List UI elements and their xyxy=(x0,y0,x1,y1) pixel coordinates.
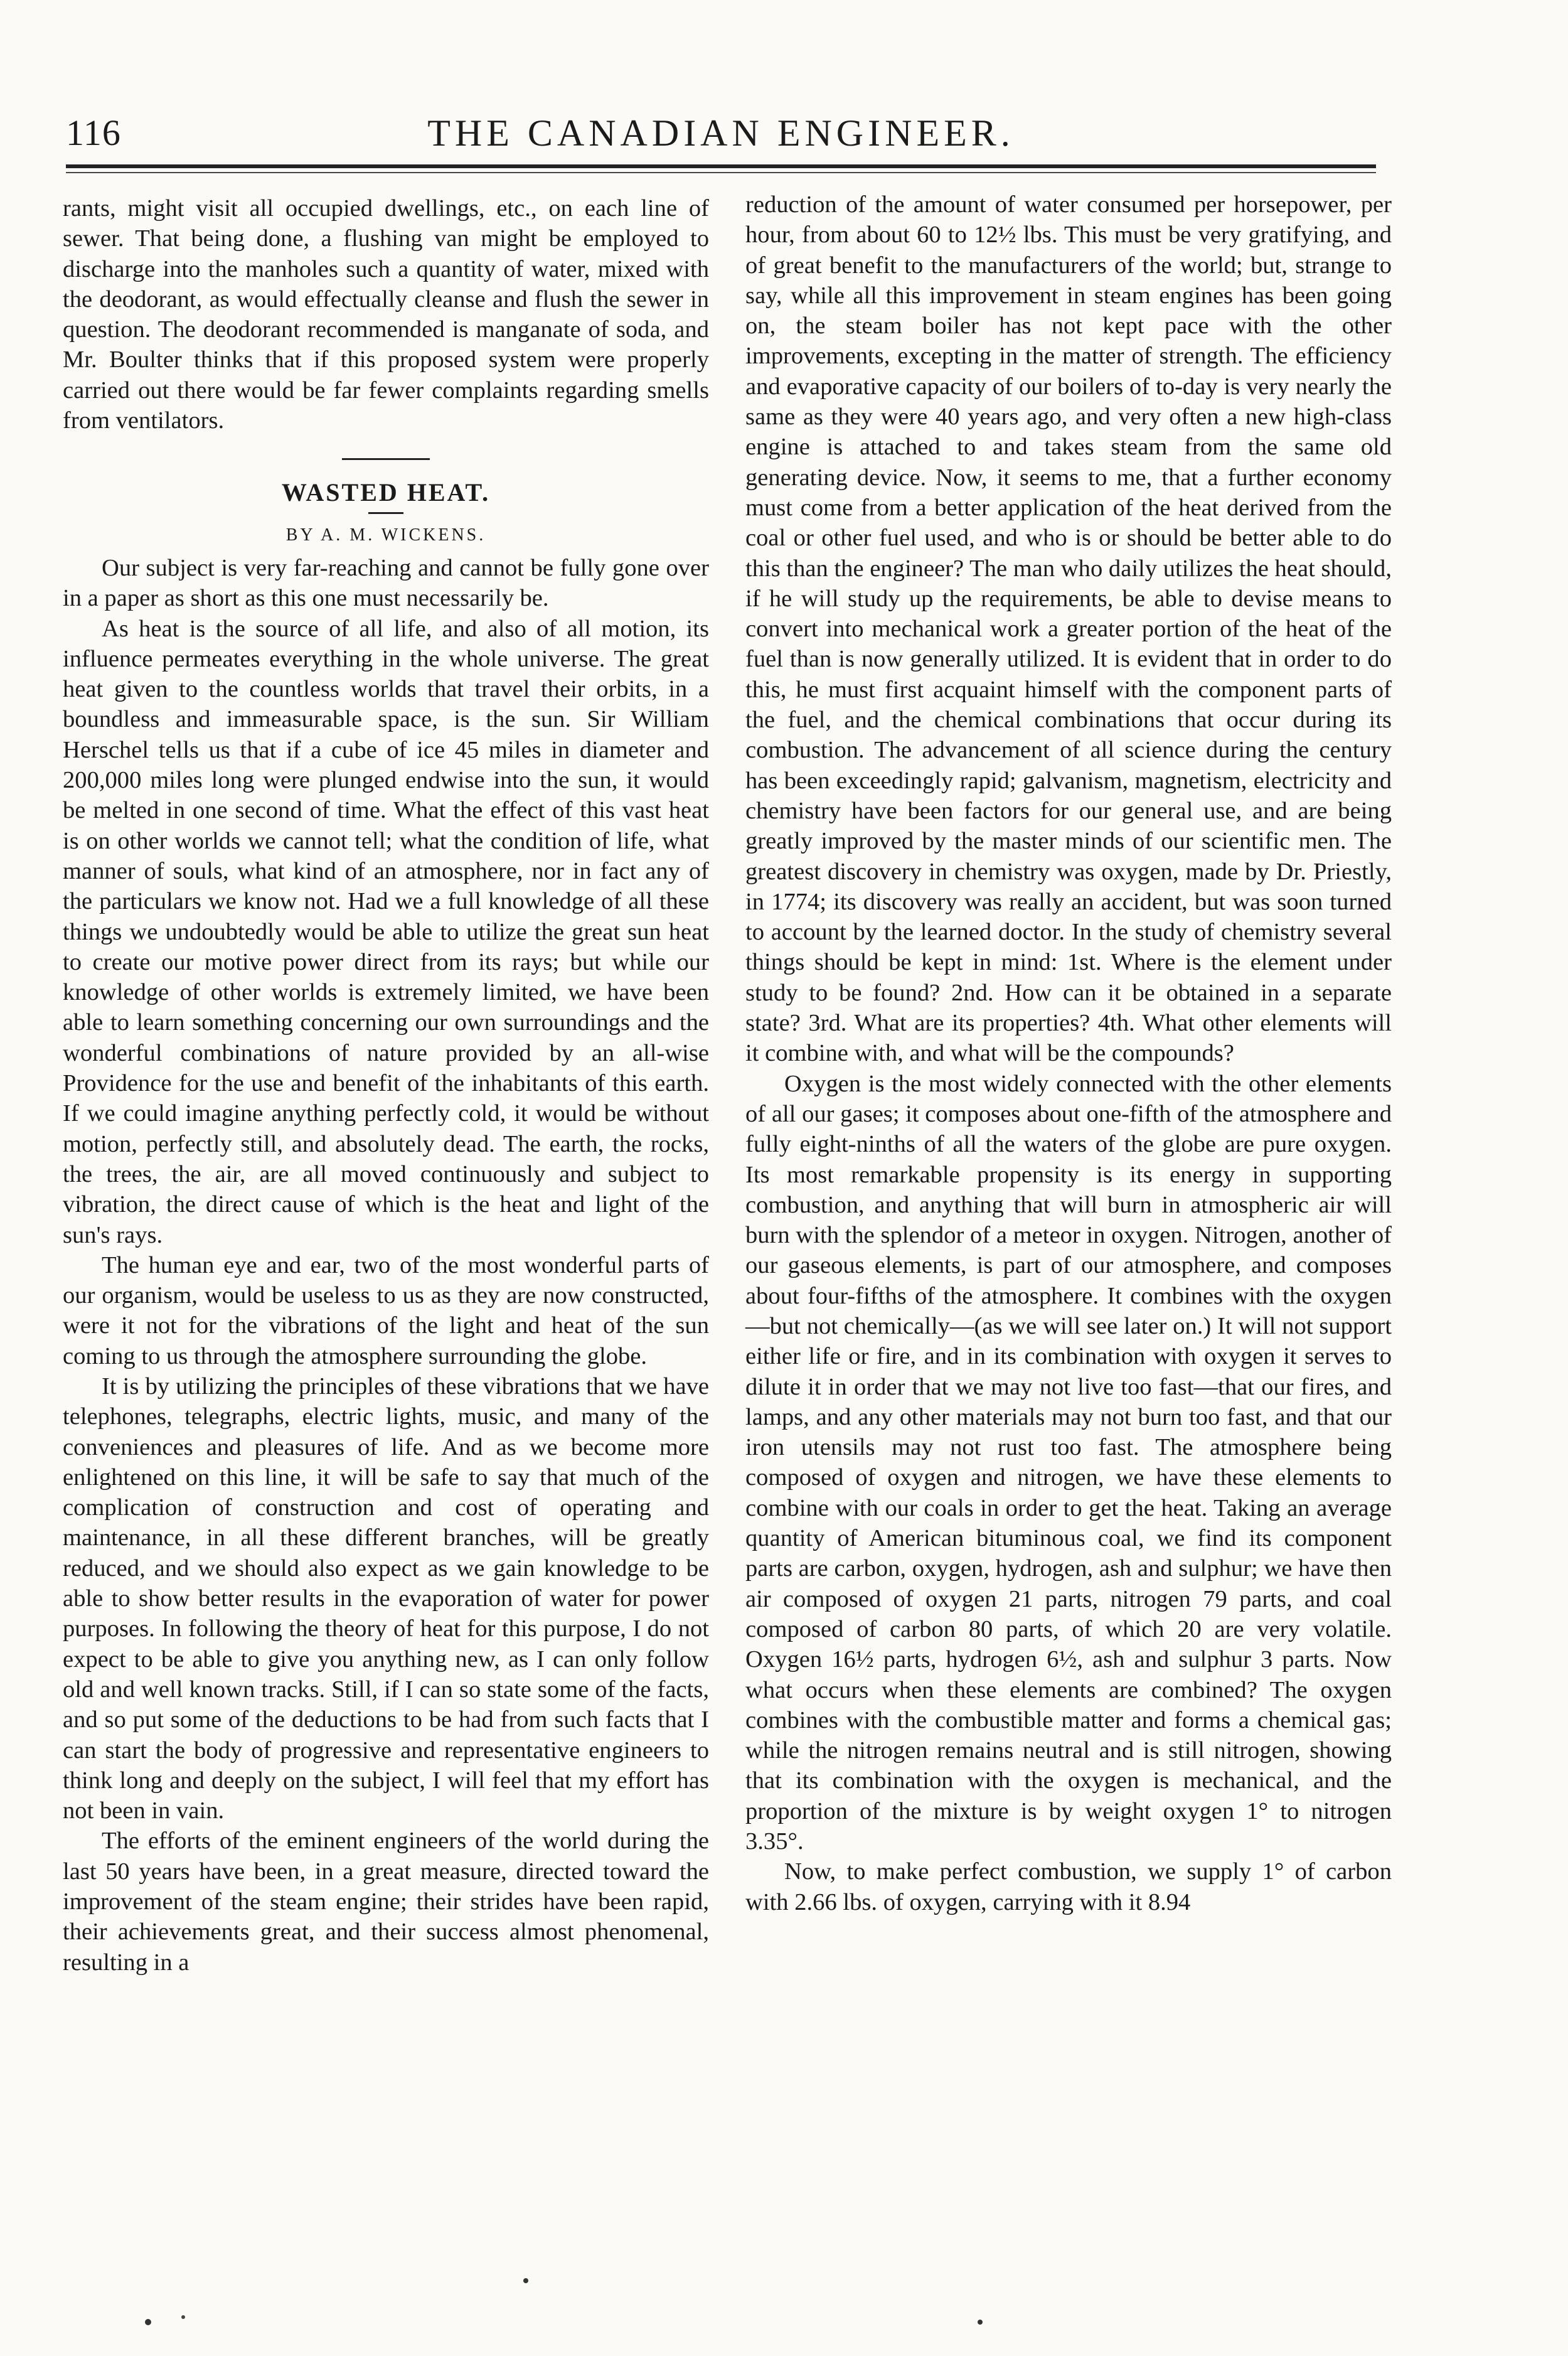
page-header xyxy=(66,112,1376,157)
paragraph: The efforts of the eminent engineers of the world during the last 50 years have been, in a great measure, directed toward the improvement of the steam engine; their strides have been rapid, their achievements great, and their success almost phenomenal, resulting in a xyxy=(63,1828,709,1976)
print-specks xyxy=(0,2234,1568,2328)
left-column xyxy=(63,193,709,1978)
page-number: 116 xyxy=(66,112,121,153)
article-title: WASTED HEAT. xyxy=(281,478,491,507)
paragraph: Our subject is very far-reaching and cannot be fully gone over in a paper as short as this one must necessarily be. xyxy=(63,554,709,612)
right-column xyxy=(745,190,1392,1917)
article-byline: BY A. M. WICKENS. xyxy=(285,525,486,545)
header-rule-thin xyxy=(66,172,1376,173)
intro-paragraph: rants, might visit all occupied dwellings, etc., on each line of sewer. That being done, a flushing van might be employed to discharge into the manholes such a quantity of water, mixed with the deodorant, as would effectually cleanse and flush the sewer in question. The deodorant recommended is manganate of soda, and Mr. Boulter thinks that if this proposed system were properly carried out there would be far fewer complaints regarding smells from ventilators. xyxy=(63,195,709,434)
journal-title: THE CANADIAN ENGINEER. xyxy=(427,112,1015,154)
paragraph: Oxygen is the most widely connected with the other elements of all our gases; it composes about one-fifth of the atmosphere and fully eight-ninths of all the waters of the globe are pure oxygen. Its most remarkable propensity is its energy in supporting combustion, and anything that will burn in atmospheric air will burn with the splendor of a meteor in oxygen. Nitrogen, another of our gaseous elements, is part of our atmosphere, and composes about four-fifths of the atmosphere. It combines with the oxygen—but not chemically—(as we will see later on.) It will not support either life or fire, and in its combination with oxygen it serves to dilute it in order that we may not live too fast—that our fires, and lamps, and any other materials may not burn too fast, and that our iron utensils may not rust too fast. The atmosphere being composed of oxygen and nitrogen, we have these elements to combine with our coals in order to get the heat. Taking an average quantity of American bituminous coal, we find its component parts are carbon, oxygen, hydrogen, ash and sulphur; we have then air composed of oxygen 21 parts, nitrogen 79 parts, and coal composed of carbon 80 parts, of which 20 are very volatile. Oxygen 16½ parts, hydrogen 6½, ash and sulphur 3 parts. Now what occurs when these elements are combined? The oxygen combines with the combustible matter and forms a chemical gas; while the nitrogen remains neutral and is still nitrogen, showing that its combination with the oxygen is mechanical, and the proportion of the mixture is by weight oxygen 1° to nitrogen 3.35°. xyxy=(745,1070,1392,1855)
header-rule xyxy=(66,164,1376,168)
paragraph: The human eye and ear, two of the most wonderful parts of our organism, would be useless to us as they are now constructed, were it not for the vibrations of the light and heat of the sun coming to us through the atmosphere surrounding the globe. xyxy=(63,1251,709,1369)
title-divider xyxy=(368,512,403,514)
continued-paragraph: reduction of the amount of water consumed per horsepower, per hour, from about 60 to 12½ lbs. This must be very gratifying, and of great benefit to the manufacturers of the world; but, strange to say, while all this improvement in steam engines has been going on, the steam boiler has not kept pace with the other improvements, excepting in the matter of strength. The efficiency and evaporative capacity of our boilers of to-day is very nearly the same as they were 40 years ago, and very often a new high-class engine is attached to and takes steam from the same old generating device. Now, it seems to me, that a further economy must come from a better application of the heat derived from the coal or other fuel used, and who is or should be better able to do this than the engineer? The man who daily utilizes the heat should, if he will study up the requirements, be able to devise means to convert into mechanical work a greater portion of the heat of the fuel than is now generally utilized. It is evident that in order to do this, he must first acquaint himself with the component parts of the fuel, and the chemical combinations that occur during its combustion. The advancement of all science during the century has been exceedingly rapid; galvanism, magnetism, electricity and chemistry have been factors for our general use, and are being greatly improved by the master minds of our scientific men. The greatest discovery in chemistry was oxygen, made by Dr. Priestly, in 1774; its discovery was really an accident, but was soon turned to account by the learned doctor. In the study of chemistry several things should be kept in mind: 1st. Where is the element under study to be found? 2nd. How can it be obtained in a separate state? 3rd. What are its properties? 4th. What other elements will it combine with, and what will be the compounds? xyxy=(745,191,1392,1067)
paragraph: As heat is the source of all life, and also of all motion, its influence permeates everything in the whole universe. The great heat given to the countless worlds that travel their orbits, in a boundless and immeasurable space, is the sun. Sir William Herschel tells us that if a cube of ice 45 miles in diameter and 200,000 miles long were plunged endwise into the sun, it would be melted in one second of time. What the effect of this vast heat is on other worlds we cannot tell; what the condition of life, what manner of souls, what kind of an atmosphere, nor in fact any of the particulars we know not. Had we a full knowledge of all these things we undoubtedly would be able to utilize the great sun heat to create our motive power direct from its rays; but while our knowledge of other worlds is extremely limited, we have been able to learn something concerning our own surroundings and the wonderful combinations of nature provided by an all-wise Providence for the use and benefit of the inhabitants of this earth. If we could imagine anything perfectly cold, it would be without motion, perfectly still, and absolutely dead. The earth, the rocks, the trees, the air, are all moved continuously and subject to vibration, the direct cause of which is the heat and light of the sun's rays. xyxy=(63,615,709,1248)
section-divider xyxy=(342,458,430,460)
paragraph: Now, to make perfect combustion, we supply 1° of carbon with 2.66 lbs. of oxygen, carrying with it 8.94 xyxy=(745,1858,1392,1915)
paragraph: It is by utilizing the principles of these vibrations that we have telephones, telegraphs, electric lights, music, and many of the conveniences and pleasures of life. And as we become more enlightened on this line, it will be safe to say that much of the complication of construction and cost of operating and maintenance, in all these different branches, will be greatly reduced, and we should also expect as we gain knowledge to be able to show better results in the evaporation of water for power purposes. In following the theory of heat for this purpose, I do not expect to be able to give you anything new, as I can only follow old and well known tracks. Still, if I can so state some of the facts, and so put some of the deductions to be had from such facts that I can start the body of progressive and representative engineers to think long and deeply on the subject, I will feel that my effort has not been in vain. xyxy=(63,1373,709,1824)
